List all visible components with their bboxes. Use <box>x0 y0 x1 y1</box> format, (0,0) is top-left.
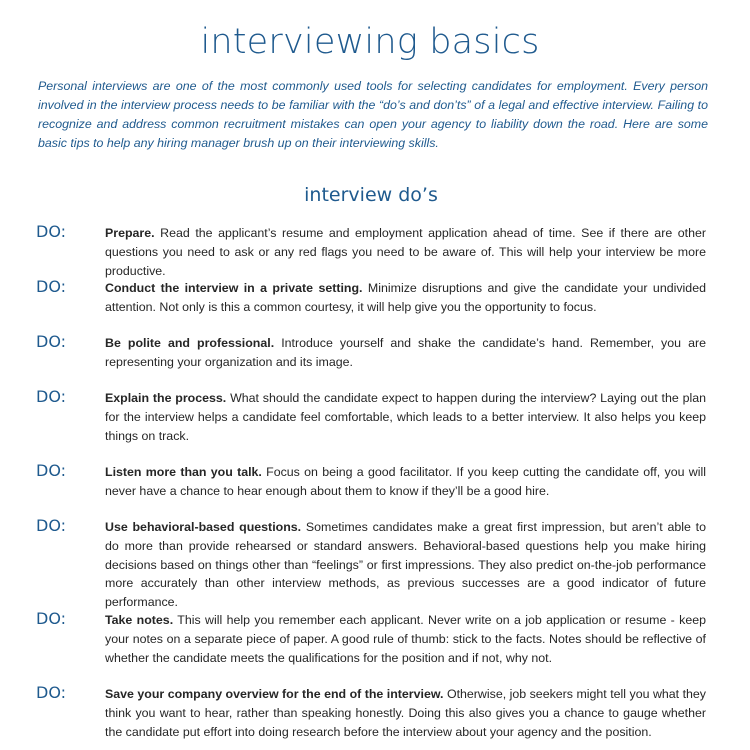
do-item-text <box>105 463 706 501</box>
do-item-heading: Be polite and professional. <box>105 336 275 350</box>
do-item-heading: Prepare. <box>105 226 155 240</box>
do-label: DO: <box>36 683 67 702</box>
do-item-text <box>105 685 706 741</box>
do-item-body: Introduce yourself and shake the candidate’s hand. Remember, you are representing your organization and its image. <box>105 336 706 369</box>
do-item-text <box>105 224 706 280</box>
do-item-text <box>105 279 706 317</box>
do-label: DO: <box>36 516 67 535</box>
do-item-body: Read the applicant’s resume and employment application ahead of time. See if there are other questions you need to ask or any red flags you need to be aware of. This will help your interview be more productive. <box>105 226 707 278</box>
do-item-heading: Listen more than you talk. <box>105 465 262 479</box>
do-item-heading: Save your company overview for the end of the interview. <box>105 687 444 701</box>
do-item-body: What should the candidate expect to happen during the interview? Laying out the plan for the interview helps a candidate feel comfortable, which leads to a better interview. It also helps you keep things on track. <box>105 391 706 443</box>
do-label: DO: <box>36 461 67 480</box>
do-label: DO: <box>36 222 67 241</box>
do-label: DO: <box>36 332 67 351</box>
do-item-text <box>105 389 706 445</box>
do-item-body: Focus on being a good facilitator. If you keep cutting the candidate off, you will never have a chance to hear enough about them to know if they’ll be a good hire. <box>105 465 706 498</box>
do-item-heading: Take notes. <box>105 613 174 627</box>
do-item-body: Minimize disruptions and give the candidate your undivided attention. Not only is this a common courtesy, it will help give you the opportunity to focus. <box>105 281 706 314</box>
do-item-text <box>105 518 706 612</box>
do-item-body: This will help you remember each applicant. Never write on a job application or resume - keep your notes on a separate piece of paper. A good rule of thumb: stick to the facts. Notes should be reflective of whether the candidate meets the qualifications for the position and if not, why not. <box>105 613 707 665</box>
section-title: interview do’s <box>304 184 438 206</box>
do-item-heading: Explain the process. <box>105 391 227 405</box>
do-item-body: Otherwise, job seekers might tell you what they think you want to hear, rather than speaking honestly. Doing this also gives you a chance to gauge whether the candidate put effort into doing research before the interview about your agency and the position. <box>105 687 706 739</box>
intro-paragraph: Personal interviews are one of the most commonly used tools for selecting candidates for employment. Every person involved in the interview process needs to be familiar with the “do’s and don’ts” of a legal and effective interview. Failing to recognize and address common recruitment mistakes can open your agency to liability down the road. Here are some basic tips to help any hiring manager brush up on their interviewing skills. <box>38 79 708 150</box>
do-item-text <box>105 334 706 372</box>
do-item-text <box>105 611 706 667</box>
do-label: DO: <box>36 387 67 406</box>
do-item-heading: Conduct the interview in a private setting. <box>105 281 363 295</box>
page-title: interviewing basics <box>200 22 540 62</box>
do-item-body: Sometimes candidates make a great first impression, but aren’t able to do more than provide rehearsed or standard answers. Behavioral-based questions help you make hiring decisions based on things other than “feelings” or first impressions. They also predict on-the-job performance more accurately than other interview methods, as previous successes are a good indicator of future performance. <box>105 520 706 610</box>
do-label: DO: <box>36 277 67 296</box>
do-item-heading: Use behavioral-based questions. <box>105 520 302 534</box>
do-label: DO: <box>36 609 67 628</box>
